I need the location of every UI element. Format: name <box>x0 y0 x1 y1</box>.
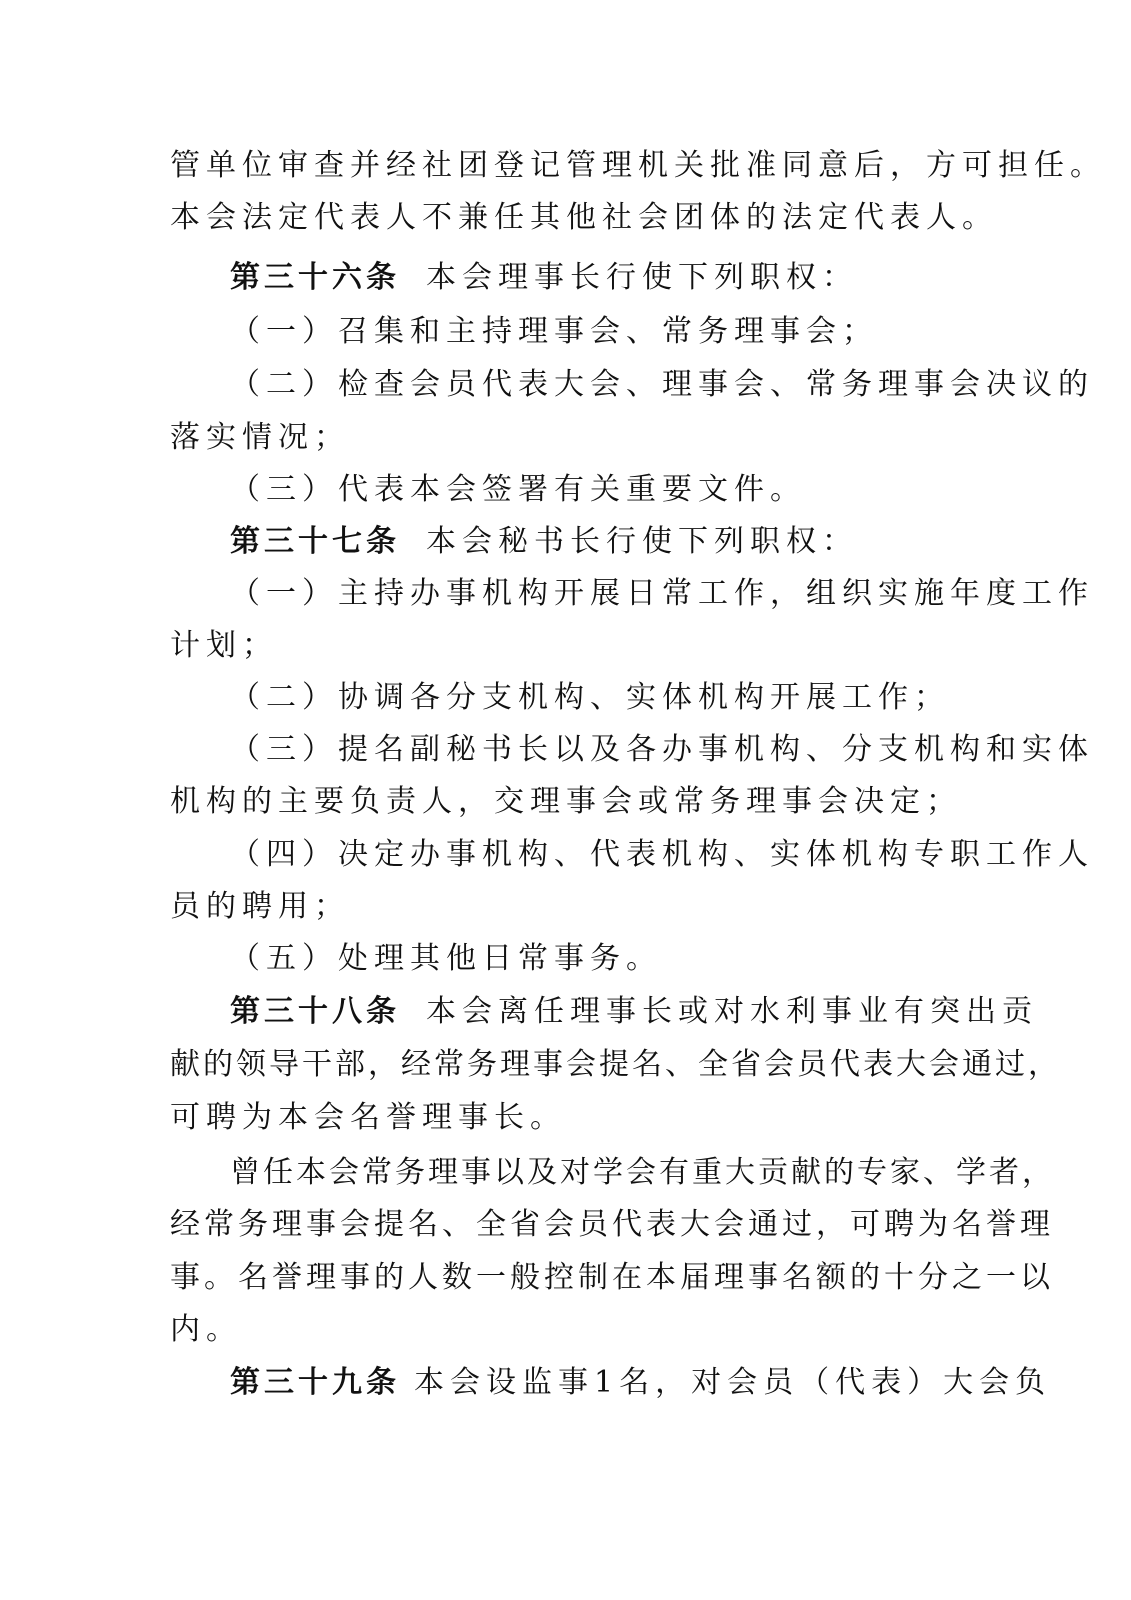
text-line: 员的聘用； <box>170 889 350 924</box>
article-text: 本会秘书长行使下列职权： <box>426 524 858 559</box>
article-heading: 第三十七条 <box>230 524 400 559</box>
text-line: 献的领导干部，经常务理事会提名、全省会员代表大会通过， <box>170 1047 1061 1082</box>
text-line: （一）主持办事机构开展日常工作，组织实施年度工作 <box>230 576 1094 611</box>
article-text: 本会理事长行使下列职权： <box>426 260 858 295</box>
text-line: （二）协调各分支机构、实体机构开展工作； <box>230 680 950 715</box>
article-heading: 第三十八条 <box>230 994 400 1029</box>
article-text: 本会离任理事长或对水利事业有突出贡 <box>426 994 1038 1029</box>
article-39-line <box>230 1363 1052 1403</box>
text-line: 本会法定代表人不兼任其他社会团体的法定代表人。 <box>170 200 998 235</box>
text-line: 计划； <box>170 628 278 663</box>
article-heading: 第三十六条 <box>230 260 400 295</box>
text-line: 管单位审查并经社团登记管理机关批准同意后，方可担任。 <box>170 148 1106 183</box>
text-line: （二）检查会员代表大会、理事会、常务理事会决议的 <box>230 367 1094 402</box>
text-line: （三）代表本会签署有关重要文件。 <box>230 472 806 507</box>
text-line: （四）决定办事机构、代表机构、实体机构专职工作人 <box>230 837 1094 872</box>
article-36-line <box>230 258 1010 298</box>
text-line: 机构的主要负责人，交理事会或常务理事会决定； <box>170 784 962 819</box>
article-heading: 第三十九条 <box>230 1365 400 1400</box>
text-line: 内。 <box>170 1312 242 1347</box>
article-37-line <box>230 522 1010 562</box>
text-line: 落实情况； <box>170 420 350 455</box>
article-38-line <box>230 992 1038 1032</box>
text-line: （五）处理其他日常事务。 <box>230 941 662 976</box>
text-line: （一）召集和主持理事会、常务理事会； <box>230 314 878 349</box>
text-line: 曾任本会常务理事以及对学会有重大贡献的专家、学者， <box>230 1155 1055 1190</box>
article-text: 本会设监事1名，对会员（代表）大会负 <box>414 1365 1052 1400</box>
text-line: 可聘为本会名誉理事长。 <box>170 1100 566 1135</box>
text-line: 事。名誉理事的人数一般控制在本届理事名额的十分之一以 <box>170 1260 1054 1295</box>
text-line: （三）提名副秘书长以及各办事机构、分支机构和实体 <box>230 732 1094 767</box>
text-line: 经常务理事会提名、全省会员代表大会通过，可聘为名誉理 <box>170 1207 1054 1242</box>
